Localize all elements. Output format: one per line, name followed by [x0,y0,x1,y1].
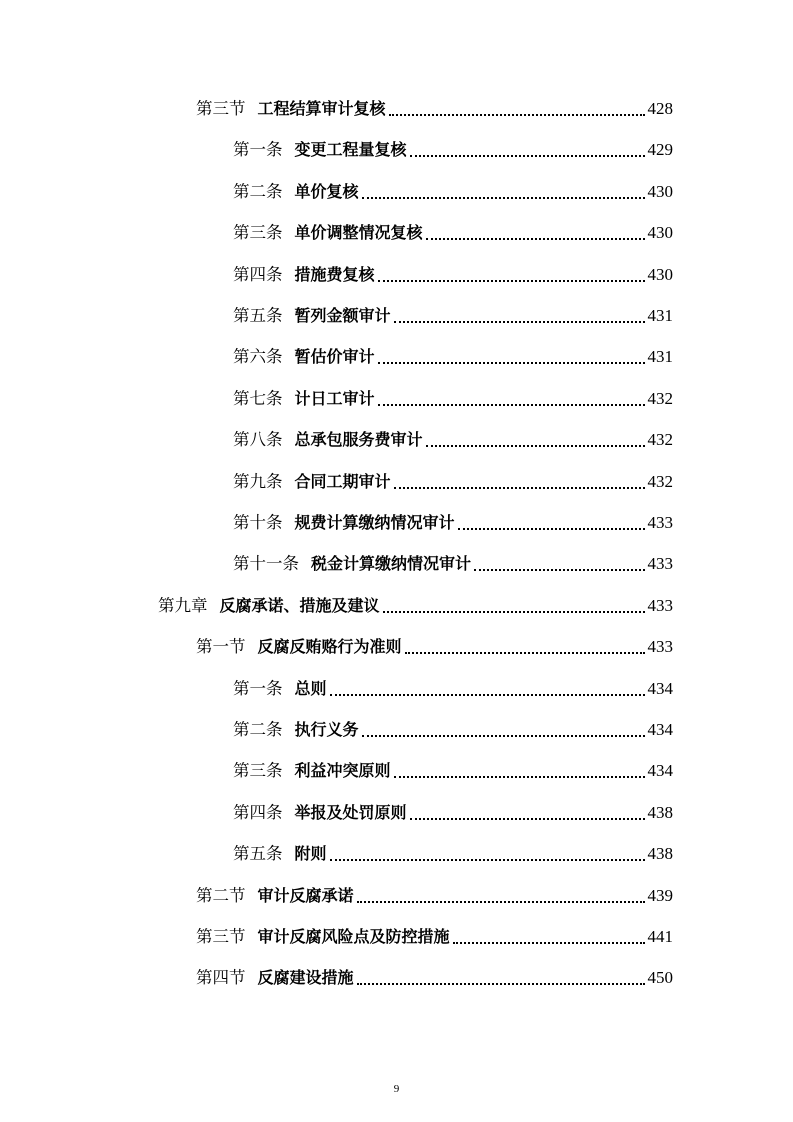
toc-entry-title: 暂估价审计 [294,347,375,367]
toc-entry-page: 430 [647,264,673,284]
dot-leader [458,528,645,530]
page-number: 9 [393,1083,400,1095]
toc-entry-page: 450 [647,968,673,988]
dot-leader [357,983,645,985]
toc-entry-page: 438 [647,844,673,864]
toc-entry[interactable] [233,220,673,246]
toc-entry[interactable] [196,96,673,122]
toc-entry[interactable] [233,717,673,743]
toc-entry-number: 第二节 [196,885,246,905]
toc-entry[interactable] [233,800,673,826]
toc-entry-number: 第八条 [233,430,283,450]
toc-entry-title: 反腐建设措施 [257,968,354,988]
toc-entry-number: 第二条 [233,720,283,739]
toc-entry[interactable] [196,924,673,950]
toc-entry-title: 税金计算缴纳情况审计 [311,554,472,574]
toc-entry-number: 第四节 [196,968,246,988]
toc-entry-page: 434 [647,678,673,698]
toc-entry[interactable] [233,510,673,536]
dot-leader [357,901,645,903]
toc-entry-number: 第一节 [196,637,246,657]
toc-entry-title: 利益冲突原则 [294,761,391,781]
toc-entry-number: 第三节 [196,927,246,946]
toc-entry-page: 428 [647,99,673,118]
toc-entry-title: 措施费复核 [294,264,375,284]
toc-entry-page: 433 [647,554,673,574]
dot-leader [405,652,645,654]
toc-entry-title: 附则 [294,844,327,864]
toc-entry-title: 举报及处罚原则 [294,802,407,822]
toc-entry-number: 第十条 [233,513,283,532]
toc-entry[interactable] [196,634,673,660]
toc-entry-page: 431 [647,306,673,325]
toc-entry-title: 规费计算缴纳情况审计 [294,513,455,532]
toc-entry-number: 第二条 [233,181,283,201]
toc-entry-title: 单价调整情况复核 [294,223,423,243]
dot-leader [453,942,645,944]
toc-entry-number: 第四条 [233,802,283,822]
dot-leader [394,321,645,323]
dot-leader [389,114,645,116]
toc-entry-number: 第七条 [233,388,283,408]
toc-entry-title: 单价复核 [294,181,359,201]
toc-entry[interactable] [233,262,673,288]
toc-entry-title: 合同工期审计 [294,471,391,491]
dot-leader [362,735,645,737]
toc-entry-number: 第九章 [158,595,208,615]
toc-entry-page: 438 [647,802,673,822]
toc-entry-title: 总则 [294,678,327,698]
toc-entry-page: 430 [647,181,673,201]
toc-entry-number: 第三条 [233,223,283,243]
toc-entry-title: 工程结算审计复核 [257,99,386,118]
dot-leader [330,694,645,696]
toc-entry[interactable] [196,883,673,909]
toc-entry-page: 433 [647,595,673,615]
toc-entry-number: 第一条 [233,678,283,698]
toc-entry-title: 总承包服务费审计 [294,430,423,450]
toc-entry[interactable] [233,551,673,577]
toc-entry-title: 审计反腐风险点及防控措施 [257,927,450,946]
toc-entry-title: 审计反腐承诺 [257,885,354,905]
toc-entry[interactable] [233,841,673,867]
toc-entry[interactable] [233,758,673,784]
toc-entry-page: 430 [647,223,673,243]
dot-leader [378,362,645,364]
toc-entry[interactable] [233,676,673,702]
toc-entry-page: 431 [647,347,673,367]
toc-entry[interactable] [196,965,673,991]
toc-entry-title: 反腐承诺、措施及建议 [219,595,380,615]
toc-entry-number: 第三条 [233,761,283,781]
toc-entry[interactable] [233,427,673,453]
dot-leader [330,859,645,861]
toc-entry[interactable] [233,469,673,495]
dot-leader [394,487,645,489]
toc-entry-page: 432 [647,471,673,491]
toc-entry-title: 反腐反贿赂行为准则 [257,637,402,657]
toc-entry-number: 第九条 [233,471,283,491]
dot-leader [426,445,645,447]
toc-entry-page: 434 [647,720,673,739]
toc-entry-number: 第五条 [233,306,283,325]
dot-leader [394,776,645,778]
toc-entry-title: 计日工审计 [294,388,375,408]
toc-entry-page: 433 [647,637,673,657]
toc-entry-number: 第四条 [233,264,283,284]
toc-entry-number: 第五条 [233,844,283,864]
toc-entry-page: 433 [647,513,673,532]
dot-leader [474,569,644,571]
toc-entry-title: 变更工程量复核 [294,140,407,160]
dot-leader [410,818,645,820]
toc-entry[interactable] [233,137,673,163]
dot-leader [362,197,645,199]
toc-entry-page: 432 [647,388,673,408]
toc-entry-title: 暂列金额审计 [294,306,391,325]
toc-entry[interactable] [233,303,673,329]
dot-leader [383,611,645,613]
toc-entry-number: 第六条 [233,347,283,367]
dot-leader [410,155,645,157]
toc-entry[interactable] [158,593,673,619]
toc-entry-number: 第三节 [196,99,246,118]
dot-leader [378,404,645,406]
toc-entry[interactable] [233,386,673,412]
toc-entry[interactable] [233,344,673,370]
toc-entry-title: 执行义务 [294,720,359,739]
toc-entry[interactable] [233,179,673,205]
toc-entry-page: 432 [647,430,673,450]
toc-entry-page: 434 [647,761,673,781]
dot-leader [426,238,645,240]
toc-entry-number: 第十一条 [233,554,299,574]
toc-entry-number: 第一条 [233,140,283,160]
toc-entry-page: 429 [647,140,673,160]
toc-entry-page: 441 [647,927,673,946]
dot-leader [378,280,645,282]
toc-entry-page: 439 [647,885,673,905]
